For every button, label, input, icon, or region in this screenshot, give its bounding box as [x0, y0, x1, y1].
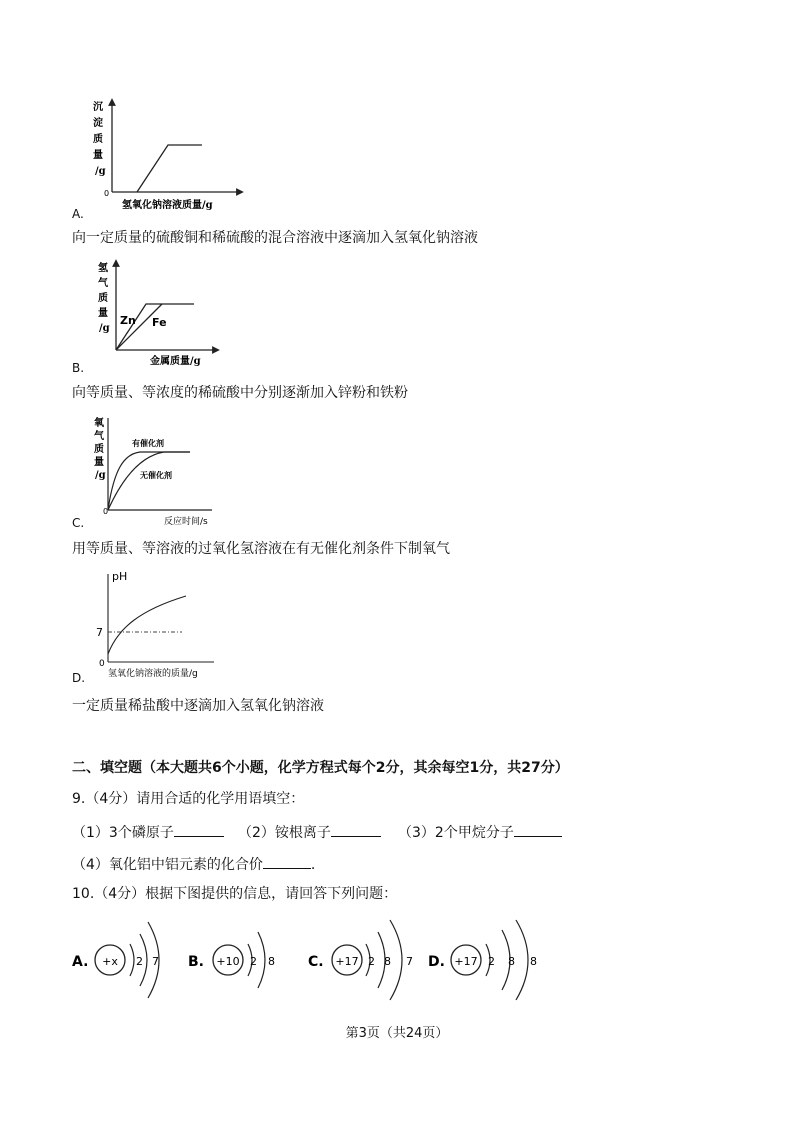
atom-b: [188, 932, 275, 988]
graph-b: [94, 258, 224, 368]
graph-b-ylabel-1: 氢: [98, 263, 108, 274]
atom-b-shell-2: 8: [268, 955, 275, 968]
graph-c-ylabel-1: 氧: [94, 418, 104, 429]
option-d-letter: D.: [72, 671, 86, 685]
graph-c-xlabel: 反应时间/s: [164, 517, 208, 526]
graph-b-ylabel-4: 量: [98, 308, 108, 319]
graph-a-ylabel-5: /g: [95, 166, 106, 177]
option-c-letter: C.: [72, 516, 85, 530]
q9-part-2-blank[interactable]: [331, 822, 381, 837]
graph-c-ylabel-3: 质: [94, 444, 104, 455]
q9-part-4-label: （4）氧化铝中铝元素的化合价: [72, 857, 263, 873]
atom-structure-diagrams: [68, 914, 558, 1006]
graph-a-ylabel-1: 沉: [93, 102, 103, 113]
graph-c-ylabel-2: 气: [94, 431, 104, 442]
atom-a-shell-1: 2: [136, 955, 143, 968]
atom-b-letter: B.: [188, 954, 204, 970]
atom-c-shell-3: 7: [406, 955, 413, 968]
atom-c-shell-2: 8: [384, 955, 391, 968]
graph-a-ylabel-3: 质: [93, 134, 103, 145]
atom-a: [72, 922, 159, 998]
section-2-heading: 二、填空题（本大题共6个小题，化学方程式每个2分，其余每空1分，共27分）: [72, 760, 569, 776]
atom-a-shell-2: 7: [152, 955, 159, 968]
graph-d: [90, 566, 230, 680]
q9-part-4-blank[interactable]: [263, 854, 311, 869]
graph-b-ylabel-5: /g: [99, 323, 110, 334]
graph-d-ylabel: pH: [112, 570, 128, 583]
option-d-description: 一定质量稀盐酸中逐滴加入氢氧化钠溶液: [72, 698, 324, 714]
atom-a-letter: A.: [72, 954, 89, 970]
atom-d-shell-3: 8: [530, 955, 537, 968]
atom-d: [428, 920, 537, 1000]
graph-a-ylabel-2: 淀: [93, 118, 103, 129]
q9-part-2-label: （2）铵根离子: [238, 825, 331, 841]
q9-part-3-label: （3）2个甲烷分子: [398, 825, 514, 841]
q9-part-3: [398, 822, 562, 842]
atom-d-shell-2: 8: [508, 955, 515, 968]
graph-a-origin: 0: [104, 189, 110, 198]
graph-a-xlabel: 氢氧化钠溶液质量/g: [122, 200, 213, 211]
q9-part-3-blank[interactable]: [514, 822, 562, 837]
atom-d-letter: D.: [428, 954, 445, 970]
graph-b-xlabel: 金属质量/g: [150, 356, 201, 367]
graph-d-tick-7: 7: [96, 626, 103, 639]
atom-c: [308, 920, 413, 1000]
atom-b-nucleus: +10: [216, 955, 240, 968]
option-b-letter: B.: [72, 361, 85, 375]
graph-c-series-no-catalyst: 无催化剂: [140, 471, 172, 480]
q9-stem: 9.（4分）请用合适的化学用语填空：: [72, 791, 305, 807]
option-c-description: 用等质量、等溶液的过氧化氢溶液在有无催化剂条件下制氧气: [72, 541, 450, 557]
graph-c: [92, 414, 222, 526]
q9-part-4: [72, 854, 315, 874]
atom-a-nucleus: +x: [102, 955, 118, 968]
option-a-letter: A.: [72, 207, 84, 221]
graph-a: [90, 98, 250, 213]
graph-d-xlabel: 氢氧化钠溶液的质量/g: [108, 669, 198, 679]
graph-c-series-catalyst: 有催化剂: [132, 439, 164, 448]
q10-stem: 10.（4分）根据下图提供的信息，请回答下列问题：: [72, 886, 398, 902]
atom-c-letter: C.: [308, 954, 324, 970]
page-footer: 第3页（共24页）: [345, 1026, 449, 1041]
atom-b-shell-1: 2: [250, 955, 257, 968]
q9-part-2: [238, 822, 381, 842]
atom-d-nucleus: +17: [454, 955, 478, 968]
q9-part-4-end: .: [310, 857, 316, 873]
graph-a-ylabel-4: 量: [93, 150, 103, 161]
atom-d-shell-1: 2: [488, 955, 495, 968]
option-a-description: 向一定质量的硫酸铜和稀硫酸的混合溶液中逐滴加入氢氧化钠溶液: [72, 230, 478, 246]
graph-c-ylabel-5: /g: [95, 470, 106, 481]
option-b-description: 向等质量、等浓度的稀硫酸中分别逐渐加入锌粉和铁粉: [72, 385, 408, 401]
atom-c-shell-1: 2: [368, 955, 375, 968]
graph-c-origin: 0: [103, 507, 109, 516]
graph-b-series-zn: Zn: [120, 314, 136, 327]
atom-c-nucleus: +17: [335, 955, 359, 968]
graph-b-ylabel-2: 气: [98, 278, 108, 289]
q9-part-1-label: （1）3个磷原子: [72, 825, 174, 841]
graph-b-series-fe: Fe: [152, 316, 167, 329]
graph-c-ylabel-4: 量: [94, 457, 104, 468]
graph-d-origin: 0: [99, 659, 105, 669]
q9-part-1-blank[interactable]: [174, 822, 224, 837]
graph-b-ylabel-3: 质: [98, 293, 108, 304]
q9-part-1: [72, 822, 224, 842]
